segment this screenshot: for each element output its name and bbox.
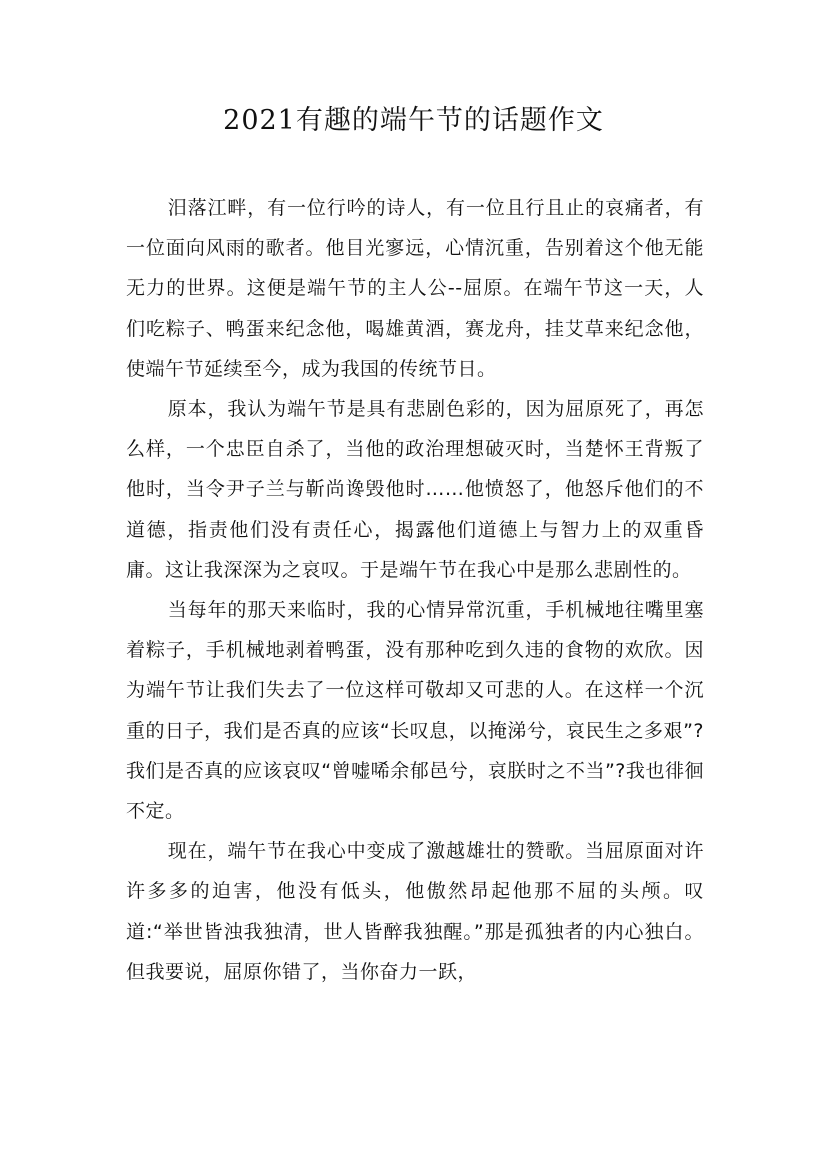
paragraph-1: 汨落江畔，有一位行吟的诗人，有一位且行且止的哀痛者，有一位面向风雨的歌者。他目光寥远，心情沉重，告别着这个他无能无力的世界。这便是端午节的主人公--屈原。在端午节这一天，人们吃粽子、鸭蛋来纪念他，喝雄黄酒，赛龙舟，挂艾草来纪念他，使端午节延续至今，成为我国的传统节日。: [126, 197, 704, 380]
paragraph-2: 原本，我认为端午节是具有悲剧色彩的，因为屈原死了，再怎么样，一个忠臣自杀了，当他的政治理想破灭时，当楚怀王背叛了他时，当令尹子兰与靳尚谗毁他时……他愤怒了，他怒斥他们的不道德，指责他们没有责任心，揭露他们道德上与智力上的双重昏庸。这让我深深为之哀叹。于是端午节在我心中是那么悲剧性的。: [126, 398, 704, 581]
document-body: [126, 188, 704, 992]
paragraph-3: 当每年的那天来临时，我的心情异常沉重，手机械地往嘴里塞着粽子，手机械地剥着鸭蛋，没有那种吃到久违的食物的欢欣。因为端午节让我们失去了一位这样可敬却又可悲的人。在这样一个沉重的日子，我们是否真的应该“长叹息，以掩涕兮，哀民生之多艰”?我们是否真的应该哀叹“曾嘘唏余郁邑兮，哀朕时之不当”?我也徘徊不定。: [126, 599, 704, 823]
paragraph-4: 现在，端午节在我心中变成了激越雄壮的赞歌。当屈原面对许许多多的迫害，他没有低头，他傲然昂起他那不屈的头颅。叹道:“举世皆浊我独清，世人皆醉我独醒。”那是孤独者的内心独白。但我要说，屈原你错了，当你奋力一跃，: [126, 840, 704, 983]
document-title: 2021有趣的端午节的话题作文: [223, 105, 604, 136]
